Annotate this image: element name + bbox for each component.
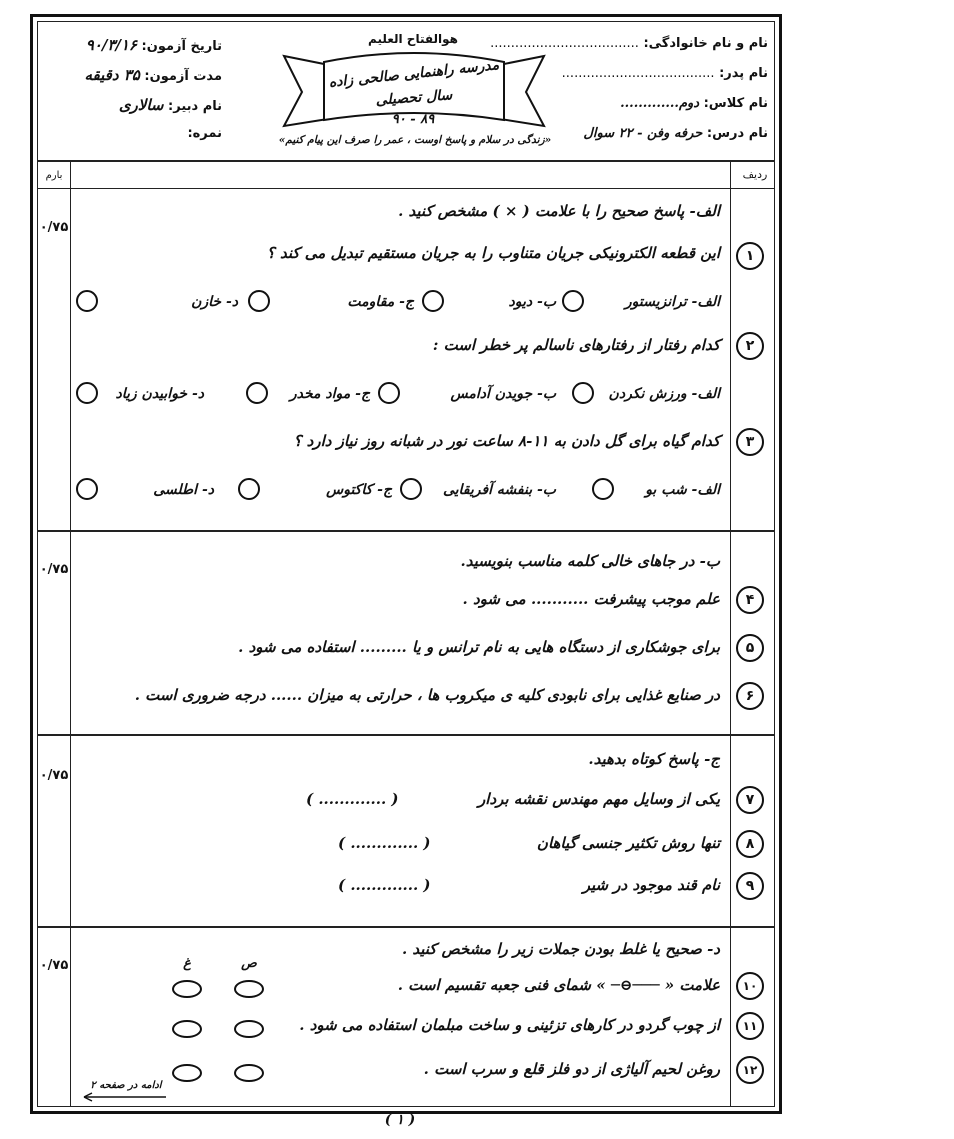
motto-text: هوالفتاح العلیم	[368, 32, 458, 46]
question-8-answer[interactable]: ( ............. )	[338, 834, 431, 852]
question-1-text: این قطعه الکترونیکی جریان متناوب را به جریان مستقیم تبدیل می کند ؟	[266, 244, 720, 262]
q2-option-b-checkbox[interactable]	[378, 382, 400, 404]
score-column-header: بارم	[45, 170, 63, 181]
q2-option-b: ب- جویدن آدامس	[450, 386, 556, 402]
q11-true-bubble[interactable]	[234, 1020, 264, 1038]
course-name-value: حرفه وفن - ۲۲ سوال	[583, 126, 703, 141]
full-name-label: نام و نام خانوادگی:	[643, 36, 768, 51]
exam-duration-label: مدت آزمون:	[144, 69, 222, 84]
section-a-divider	[38, 530, 774, 532]
father-name-value: .....................................	[561, 66, 715, 81]
question-6-text: در صنایع غذایی برای نابودی کلیه ی میکروب ها ، حرارتی به میزان ...... درجه ضروری است .	[134, 686, 720, 704]
q1-option-d-checkbox[interactable]	[76, 290, 98, 312]
question-5-number: ۵	[736, 634, 764, 662]
question-2-number: ۲	[736, 332, 764, 360]
q11-false-bubble[interactable]	[172, 1020, 202, 1038]
father-name-label: نام پدر:	[719, 66, 768, 81]
q3-option-b-checkbox[interactable]	[400, 478, 422, 500]
question-8-number: ۸	[736, 830, 764, 858]
question-7-text: یکی از وسایل مهم مهندس نقشه بردار	[478, 790, 720, 808]
exam-date-field[interactable]	[42, 36, 222, 54]
q1-option-a-checkbox[interactable]	[562, 290, 584, 312]
q3-option-a: الف- شب بو	[645, 482, 720, 498]
question-3-number: ۳	[736, 428, 764, 456]
question-4-text: علم موجب پیشرفت ........... می شود .	[462, 590, 720, 608]
q12-true-bubble[interactable]	[234, 1064, 264, 1082]
class-name-label: نام کلاس:	[703, 96, 768, 111]
q1-option-a: الف- ترانزیستور	[624, 294, 720, 310]
question-5-text: برای جوشکاری از دستگاه هایی به نام ترانس و یا ......... استفاده می شود .	[238, 638, 720, 656]
row-column-header: ردیف	[742, 168, 768, 181]
full-name-value: ....................................	[490, 36, 639, 51]
q2-option-a-checkbox[interactable]	[572, 382, 594, 404]
section-c-divider	[38, 926, 774, 928]
question-11-text: از چوب گردو در کارهای تزئینی و ساخت مبلمان استفاده می شود .	[299, 1016, 720, 1034]
question-4-number: ۴	[736, 586, 764, 614]
q2-option-d: د- خوابیدن زیاد	[115, 386, 204, 402]
score-column-divider	[70, 162, 71, 1106]
exam-date-value: ۹۰/۳/۱۶	[85, 36, 137, 54]
section-d-score: ۰/۷۵	[39, 958, 69, 973]
section-a-title: الف- پاسخ صحیح را با علامت ( × ) مشخص کنید .	[398, 202, 720, 220]
question-9-answer[interactable]: ( ............. )	[338, 876, 431, 894]
section-a-score: ۰/۷۵	[39, 220, 69, 235]
question-10-number: ۱۰	[736, 972, 764, 1000]
q1-option-b-checkbox[interactable]	[422, 290, 444, 312]
page-number: ( ۱ )	[384, 1112, 416, 1128]
row-column-divider	[730, 162, 731, 1106]
question-3-text: کدام گیاه برای گل دادن به ۱۱-۸ ساعت نور در شبانه روز نیاز دارد ؟	[293, 432, 720, 450]
q3-option-d-checkbox[interactable]	[76, 478, 98, 500]
question-6-number: ۶	[736, 682, 764, 710]
question-11-number: ۱۱	[736, 1012, 764, 1040]
school-quote: «زندگی در سلام و پاسخ اوست ، عمر را صرف این پیام کنیم»	[278, 134, 552, 146]
exam-duration-field[interactable]	[42, 66, 222, 84]
column-header-divider	[38, 188, 774, 189]
q3-option-c-checkbox[interactable]	[238, 478, 260, 500]
q3-option-b: ب- بنفشه آفریقایی	[442, 482, 556, 498]
question-10-text: علامت « ───⊖─ » شمای فنی جعبه تقسیم است .	[397, 976, 720, 994]
q1-option-b: ب- دیود	[508, 294, 556, 310]
school-year: ۹۰ - ۸۹	[391, 112, 435, 127]
q2-option-c-checkbox[interactable]	[246, 382, 268, 404]
q12-false-bubble[interactable]	[172, 1064, 202, 1082]
q2-option-c: ج- مواد مخدر	[289, 386, 370, 402]
section-c-score: ۰/۷۵	[39, 768, 69, 783]
header-divider	[38, 160, 774, 162]
school-year-label: سال تحصیلی	[375, 87, 453, 109]
q2-option-a: الف- ورزش نکردن	[608, 386, 720, 402]
exam-sheet	[30, 14, 782, 1114]
question-12-number: ۱۲	[736, 1056, 764, 1084]
question-9-number: ۹	[736, 872, 764, 900]
question-1-number: ۱	[736, 242, 764, 270]
q10-true-bubble[interactable]	[234, 980, 264, 998]
section-b-score: ۰/۷۵	[39, 562, 69, 577]
q3-option-c: ج- کاکتوس	[326, 482, 392, 498]
q3-option-d: د- اطلسی	[153, 482, 214, 498]
question-7-answer[interactable]: ( ............. )	[306, 790, 399, 808]
section-d-title: د- صحیح یا غلط بودن جملات زیر را مشخص کنید .	[401, 940, 720, 958]
exam-date-label: تاریخ آزمون:	[141, 39, 222, 54]
q1-option-c-checkbox[interactable]	[248, 290, 270, 312]
teacher-name-label: نام دبیر:	[168, 99, 222, 114]
question-12-text: روغن لحیم آلیاژی از دو فلز قلع و سرب است .	[423, 1060, 720, 1078]
teacher-name-field[interactable]	[42, 96, 222, 114]
school-name: مدرسه راهنمایی صالحی زاده	[328, 57, 500, 91]
teacher-name-value: سالاری	[118, 96, 164, 114]
false-column-label: غ	[183, 956, 191, 971]
question-2-text: کدام رفتار از رفتارهای ناسالم پر خطر است :	[432, 336, 720, 354]
exam-header	[38, 22, 778, 158]
q1-option-c: ج- مقاومت	[347, 294, 414, 310]
true-column-label: ص	[241, 956, 257, 971]
grade-field[interactable]	[42, 126, 222, 141]
exam-duration-value: ۳۵ دقیقه	[84, 66, 140, 84]
section-c-title: ج- پاسخ کوتاه بدهید.	[588, 750, 720, 768]
question-7-number: ۷	[736, 786, 764, 814]
class-name-value: دوم.............	[620, 96, 700, 111]
q2-option-d-checkbox[interactable]	[76, 382, 98, 404]
section-b-divider	[38, 734, 774, 736]
q10-false-bubble[interactable]	[172, 980, 202, 998]
continue-note: ادامه در صفحه ۲	[90, 1080, 162, 1091]
continue-arrow-icon	[78, 1092, 168, 1102]
exam-frame	[37, 21, 775, 1107]
q3-option-a-checkbox[interactable]	[592, 478, 614, 500]
question-8-text: تنها روش تکثیر جنسی گیاهان	[536, 834, 720, 852]
course-name-label: نام درس:	[706, 126, 768, 141]
section-b-title: ب- در جاهای خالی کلمه مناسب بنویسید.	[460, 552, 720, 570]
question-9-text: نام قند موجود در شیر	[582, 876, 720, 894]
grade-label: نمره:	[187, 126, 222, 141]
q1-option-d: د- خازن	[191, 294, 238, 310]
